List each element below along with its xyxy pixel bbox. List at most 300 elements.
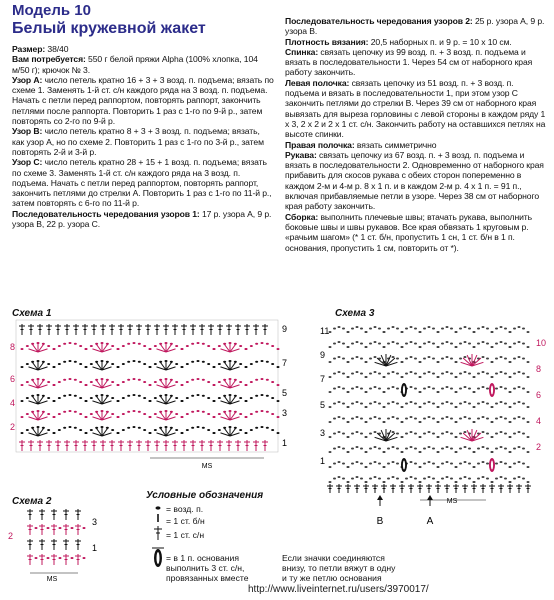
dc-stitch	[91, 324, 97, 335]
chain-stitch	[218, 345, 221, 347]
chain-stitch	[423, 327, 426, 329]
chain-stitch	[261, 342, 264, 344]
s3-row-label-4: 4	[536, 416, 542, 426]
dc-stitch	[163, 440, 169, 451]
chain-stitch	[47, 363, 50, 365]
dc-stitch	[63, 554, 69, 565]
chain-stitch	[85, 400, 88, 402]
chain-stitch	[513, 357, 516, 359]
chain-stitch	[342, 327, 345, 329]
scheme1-ms-label: MS	[201, 463, 213, 470]
chain-stitch	[356, 341, 359, 343]
chain-stitch	[154, 413, 157, 415]
chain-stitch	[360, 402, 363, 404]
chain-stitch	[378, 462, 381, 464]
chain-stitch	[333, 462, 336, 464]
chain-stitch	[392, 401, 395, 403]
chain-stitch	[21, 432, 24, 434]
legend-note: Если значки соединяются внизу, то петли вяжут в одну и ту же петлю основания	[282, 553, 396, 583]
chain-stitch	[351, 417, 354, 419]
chain-stitch	[338, 326, 341, 328]
s3-row-label-1: 1	[320, 456, 326, 466]
chain-stitch	[414, 432, 417, 434]
chain-stitch	[133, 378, 136, 380]
chain-stitch	[149, 348, 152, 350]
chain-stitch	[396, 477, 399, 479]
chain-stitch	[365, 481, 368, 483]
chain-stitch	[369, 417, 372, 419]
chain-stitch	[428, 431, 431, 433]
chain-stitch	[149, 384, 152, 386]
dc-stitch	[262, 324, 268, 335]
chain-stitch	[360, 477, 363, 479]
chain-stitch	[419, 481, 422, 483]
chain-stitch	[369, 432, 372, 434]
chain-stitch	[374, 431, 377, 433]
chain-stitch	[342, 387, 345, 389]
chain-stitch	[85, 432, 88, 434]
chain-stitch	[423, 402, 426, 404]
chain-stitch	[437, 466, 440, 468]
chain-stitch	[392, 446, 395, 448]
chain-stitch	[504, 477, 507, 479]
materials-label: Вам потребуется:	[12, 54, 86, 65]
chain-stitch	[378, 387, 381, 389]
chain-stitch	[356, 401, 359, 403]
dc-stitch	[82, 440, 88, 451]
chain-stitch	[527, 406, 530, 408]
chain-stitch	[374, 401, 377, 403]
chain-stitch	[369, 447, 372, 449]
dc-stitch	[39, 539, 45, 550]
chain-stitch	[414, 462, 417, 464]
chain-stitch	[414, 417, 417, 419]
chain-stitch	[154, 363, 157, 365]
chain-stitch	[414, 327, 417, 329]
chain-stitch	[338, 356, 341, 358]
chain-stitch	[500, 356, 503, 358]
chain-stitch	[383, 481, 386, 483]
chain-stitch	[111, 429, 114, 431]
chain-stitch	[83, 527, 86, 529]
s1-row-label-3: 3	[282, 408, 288, 418]
chain-stitch	[245, 366, 248, 368]
chain-stitch	[69, 426, 72, 428]
back-paragraph	[285, 47, 549, 78]
chain-stitch	[202, 427, 205, 429]
chain-stitch	[333, 402, 336, 404]
dc-stitch	[55, 440, 61, 451]
chain-stitch	[518, 461, 521, 463]
chain-stitch	[419, 436, 422, 438]
chain-stitch	[250, 429, 253, 431]
dc-stitch	[51, 539, 57, 550]
chain-stitch	[401, 481, 404, 483]
chain-stitch	[138, 427, 141, 429]
chain-stitch	[401, 346, 404, 348]
chain-stitch	[342, 342, 345, 344]
chain-stitch	[473, 481, 476, 483]
chain-stitch	[459, 477, 462, 479]
chain-stitch	[504, 447, 507, 449]
chain-stitch	[365, 421, 368, 423]
chain-stitch	[500, 461, 503, 463]
chain-stitch	[175, 381, 178, 383]
chain-stitch	[271, 363, 274, 365]
chain-stitch	[414, 372, 417, 374]
chain-stitch	[518, 476, 521, 478]
chain-stitch	[347, 451, 350, 453]
chain-stitch	[464, 461, 467, 463]
chain-stitch	[79, 429, 82, 431]
model-number: Модель 10	[12, 2, 91, 19]
chain-stitch	[419, 466, 422, 468]
chain-stitch	[428, 386, 431, 388]
chain-stitch	[405, 417, 408, 419]
chain-stitch	[266, 379, 269, 381]
chain-stitch	[202, 395, 205, 397]
chain-stitch	[365, 346, 368, 348]
chain-stitch	[527, 331, 530, 333]
chain-stitch	[437, 391, 440, 393]
chain-stitch	[277, 416, 280, 418]
chain-stitch	[464, 431, 467, 433]
chain-stitch	[482, 371, 485, 373]
chain-stitch	[138, 395, 141, 397]
chain-stitch	[369, 327, 372, 329]
chain-stitch	[338, 386, 341, 388]
chain-stitch	[356, 416, 359, 418]
chain-stitch	[181, 432, 184, 434]
chain-stitch	[437, 376, 440, 378]
s3-row-label-11: 11	[320, 326, 330, 336]
chain-stitch	[74, 361, 77, 363]
dc-stitch	[55, 324, 61, 335]
chain-stitch	[47, 397, 50, 399]
chain-stitch	[329, 406, 332, 408]
chain-stitch	[513, 462, 516, 464]
chain-stitch	[360, 327, 363, 329]
chain-stitch	[21, 416, 24, 418]
chain-stitch	[138, 379, 141, 381]
chain-stitch	[360, 462, 363, 464]
dc-stitch	[75, 539, 81, 550]
s1-row-label-4: 4	[10, 398, 16, 408]
chain-stitch	[117, 366, 120, 368]
dc-stitch	[145, 440, 151, 451]
chain-stitch	[396, 327, 399, 329]
materials-paragraph	[12, 54, 274, 75]
chain-stitch	[477, 477, 480, 479]
chain-stitch	[181, 416, 184, 418]
chain-stitch	[500, 341, 503, 343]
chain-stitch	[47, 527, 50, 529]
pattern-b-text: число петель кратно 8 + 3 + 3 возд. п. подъема; вязать, как узор А, но по схеме 2. Повторить 1 раз с 1-го по 3-й р., затем повторять 2-й и 3-й р.	[12, 126, 264, 157]
chain-stitch	[419, 421, 422, 423]
chain-stitch	[111, 363, 114, 365]
chain-stitch	[387, 462, 390, 464]
chain-stitch	[432, 477, 435, 479]
chain-stitch	[383, 376, 386, 378]
dc-stitch	[336, 484, 342, 493]
chain-stitch	[464, 401, 467, 403]
chain-stitch	[69, 410, 72, 412]
scheme1-frame	[16, 320, 278, 452]
scheme3-title: Схема 3	[335, 308, 375, 319]
chain-stitch	[432, 372, 435, 374]
chain-stitch	[423, 372, 426, 374]
chain-stitch	[504, 402, 507, 404]
chain-stitch	[441, 447, 444, 449]
chain-stitch	[437, 451, 440, 453]
chain-stitch	[504, 432, 507, 434]
chain-stitch	[71, 557, 74, 559]
chain-stitch	[522, 432, 525, 434]
chain-stitch	[271, 397, 274, 399]
chain-stitch	[271, 429, 274, 431]
chain-stitch	[63, 379, 66, 381]
pattern-c-paragraph	[12, 157, 274, 208]
chain-stitch	[441, 372, 444, 374]
chain-stitch	[401, 436, 404, 438]
chain-stitch	[175, 345, 178, 347]
dc-stitch	[63, 539, 69, 550]
chain-stitch	[473, 346, 476, 348]
chain-stitch	[143, 363, 146, 365]
chain-stitch	[133, 342, 136, 344]
chain-stitch	[387, 477, 390, 479]
chain-stitch	[405, 432, 408, 434]
chain-stitch	[446, 446, 449, 448]
chain-stitch	[441, 402, 444, 404]
shell-fan	[461, 354, 484, 366]
chain-stitch	[495, 402, 498, 404]
sleeve-text: связать цепочку из 67 возд. п. + 3 возд. п. подъема и вязать в последовательности 2. Одновременно от наборного края прибавить для скосов рукава с обеих сторон попеременно в каждом 2-м и 4-м р. 8 х 1 п. и в каждом 2-м р. 4 х 1 п. = 91 п., включая прибавляемые петли в узоре. Через 38 см от наборного края работу закончить.	[285, 149, 544, 212]
chain-stitch	[266, 343, 269, 345]
chain-stitch	[207, 429, 210, 431]
chain-stitch	[450, 447, 453, 449]
chain-stitch	[90, 397, 93, 399]
chain-stitch	[459, 462, 462, 464]
dc-stitch	[372, 484, 378, 493]
chain-stitch	[47, 429, 50, 431]
s3-row-label-2: 2	[536, 442, 542, 452]
chain-stitch	[500, 386, 503, 388]
chain-stitch	[428, 416, 431, 418]
chain-stitch	[374, 416, 377, 418]
chain-stitch	[450, 387, 453, 389]
chain-stitch	[250, 413, 253, 415]
chain-stitch	[509, 466, 512, 468]
assembly-text: выполнить плечевые швы; втачать рукава, выполнить боковые швы и швы рукавов. Все края обвязать 1 круговым р. «рачьим шагом» (* 1 ст. б/н, пропустить 1 сн, 1 ст. б/н в 1 п. основания, пропустить 1 см, повторить от *).	[285, 211, 532, 253]
chain-stitch	[491, 406, 494, 408]
dc-stitch	[145, 324, 151, 335]
chain-stitch	[495, 327, 498, 329]
chain-stitch	[423, 432, 426, 434]
s3-row-label-6: 6	[536, 390, 542, 400]
chain-stitch	[410, 431, 413, 433]
chain-stitch	[271, 345, 274, 347]
chain-stitch	[455, 346, 458, 348]
chain-stitch	[197, 342, 200, 344]
chain-stitch	[63, 411, 66, 413]
chain-stitch	[333, 432, 336, 434]
chain-stitch	[491, 346, 494, 348]
chain-stitch	[468, 462, 471, 464]
chain-stitch	[527, 421, 530, 423]
dc-stitch	[480, 484, 486, 493]
chain-stitch	[47, 557, 50, 559]
chain-stitch	[392, 326, 395, 328]
s2-row-label-2: 2	[8, 531, 14, 541]
chain-stitch	[277, 384, 280, 386]
chain-stitch	[58, 345, 61, 347]
chain-stitch	[365, 331, 368, 333]
chain-stitch	[482, 461, 485, 463]
chain-stitch	[392, 416, 395, 418]
chain-stitch	[360, 387, 363, 389]
chain-stitch	[495, 342, 498, 344]
s2-row-label-3: 3	[92, 517, 98, 527]
chain-stitch	[486, 372, 489, 374]
chain-stitch	[428, 326, 431, 328]
chain-stitch	[522, 477, 525, 479]
chain-stitch	[455, 451, 458, 453]
chain-stitch	[277, 348, 280, 350]
chain-stitch	[455, 436, 458, 438]
dc-stitch	[118, 440, 124, 451]
chain-stitch	[191, 361, 194, 363]
chain-stitch	[482, 446, 485, 448]
dc-stitch	[109, 324, 115, 335]
s3-row-label-5: 5	[320, 400, 326, 410]
chain-stitch	[90, 413, 93, 415]
dc-stitch	[181, 324, 187, 335]
dc-stitch	[399, 484, 405, 493]
chain-stitch	[432, 432, 435, 434]
chain-stitch	[392, 431, 395, 433]
chain-stitch	[459, 387, 462, 389]
chain-stitch	[509, 421, 512, 423]
chain-stitch	[495, 477, 498, 479]
chain-stitch	[491, 331, 494, 333]
chain-stitch	[450, 432, 453, 434]
chain-stitch	[495, 462, 498, 464]
chain-stitch	[419, 406, 422, 408]
chain-stitch	[213, 432, 216, 434]
chain-stitch	[441, 357, 444, 359]
pattern-a-text: число петель кратно 16 + 3 + 3 возд. п. подъема; вязать по схеме 1. Заменять 1-й ст. с/н каждого ряда на 3 возд. п. подъема. Начать с петли перед раппортом, повторять раппорт, закончить петлями после раппорта. Повторить 1 раз с 1-го по 9-й р., затем повторять со 2-го по 9-й р.	[12, 74, 274, 127]
chain-stitch	[450, 417, 453, 419]
chain-stitch	[154, 381, 157, 383]
chain-stitch	[213, 348, 216, 350]
dc-stitch	[190, 324, 196, 335]
chain-stitch	[360, 342, 363, 344]
chain-stitch	[410, 461, 413, 463]
chain-stitch	[392, 461, 395, 463]
left-front-paragraph	[285, 78, 549, 140]
chain-stitch	[63, 343, 66, 345]
chain-stitch	[271, 381, 274, 383]
chain-stitch	[202, 411, 205, 413]
dc-stitch	[507, 484, 513, 493]
chain-stitch	[47, 413, 50, 415]
chain-stitch	[347, 436, 350, 438]
chain-stitch	[111, 413, 114, 415]
chain-stitch	[239, 381, 242, 383]
chain-stitch	[369, 462, 372, 464]
sequence2-paragraph	[285, 16, 549, 37]
chain-stitch	[410, 476, 413, 478]
chain-stitch	[347, 481, 350, 483]
chain-stitch	[122, 363, 125, 365]
chain-stitch	[410, 446, 413, 448]
chain-stitch	[405, 327, 408, 329]
chain-stitch	[85, 348, 88, 350]
dc-stitch	[64, 324, 70, 335]
chain-stitch	[342, 477, 345, 479]
chain-stitch	[374, 326, 377, 328]
chain-symbol-icon	[156, 506, 161, 509]
dc-stitch	[226, 440, 232, 451]
chain-stitch	[347, 331, 350, 333]
chain-stitch	[455, 406, 458, 408]
dc-stitch	[73, 440, 79, 451]
dc-stitch	[190, 440, 196, 451]
dc-stitch	[51, 509, 57, 520]
chain-stitch	[446, 476, 449, 478]
chain-stitch	[504, 417, 507, 419]
chain-stitch	[365, 451, 368, 453]
chain-stitch	[464, 416, 467, 418]
chain-stitch	[414, 477, 417, 479]
s3-row-label-7: 7	[320, 374, 326, 384]
dc-symbol-icon	[154, 526, 162, 540]
chain-stitch	[250, 345, 253, 347]
chain-stitch	[127, 411, 130, 413]
chain-stitch	[365, 361, 368, 363]
chain-stitch	[423, 462, 426, 464]
s2-row-label-1: 1	[92, 543, 98, 553]
chain-stitch	[477, 462, 480, 464]
chain-stitch	[202, 379, 205, 381]
chain-stitch	[482, 356, 485, 358]
chain-stitch	[149, 400, 152, 402]
chain-stitch	[486, 432, 489, 434]
sequence1-paragraph	[12, 209, 274, 230]
chain-stitch	[213, 366, 216, 368]
chain-stitch	[239, 397, 242, 399]
chain-stitch	[509, 391, 512, 393]
chain-stitch	[351, 357, 354, 359]
dc-stitch	[127, 440, 133, 451]
chain-stitch	[329, 391, 332, 393]
chain-stitch	[360, 447, 363, 449]
chain-stitch	[419, 376, 422, 378]
scheme3-diagram	[300, 318, 554, 530]
chain-stitch	[500, 371, 503, 373]
chain-stitch	[69, 378, 72, 380]
chain-stitch	[468, 477, 471, 479]
dc-stitch	[417, 484, 423, 493]
chain-stitch	[477, 447, 480, 449]
chain-stitch	[26, 413, 29, 415]
chain-stitch	[477, 342, 480, 344]
chain-stitch	[338, 371, 341, 373]
chain-stitch	[53, 432, 56, 434]
chain-stitch	[495, 387, 498, 389]
chain-stitch	[464, 341, 467, 343]
